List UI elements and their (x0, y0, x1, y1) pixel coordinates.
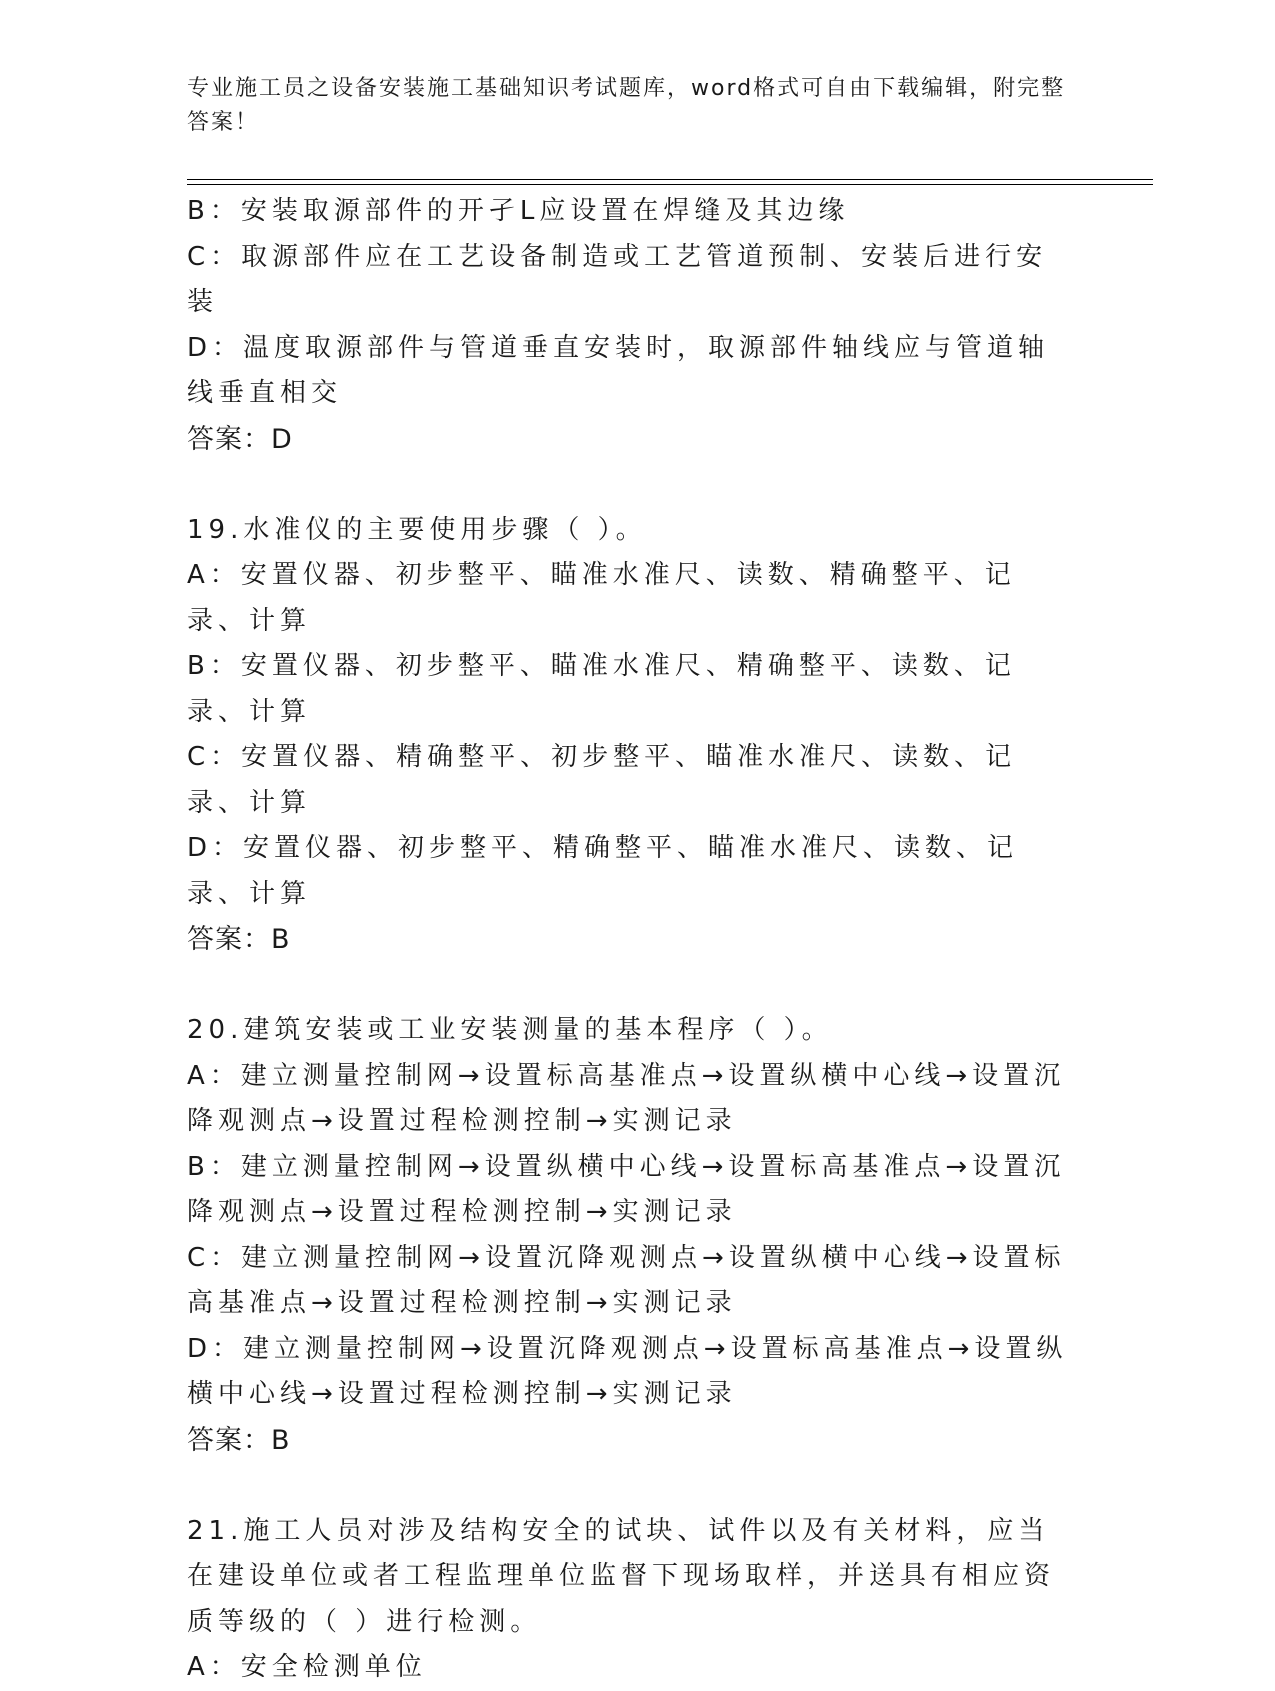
option-a: A：建立测量控制网→设置标高基准点→设置纵横中心线→设置沉降观测点→设置过程检测控制→实测记录 (187, 1060, 1066, 1136)
option-a: A：安全检测单位 (187, 1652, 427, 1682)
answer: 答案：B (187, 1424, 291, 1456)
question-21 (187, 1509, 1077, 1691)
question-text: 21.施工人员对涉及结构安全的试块、试件以及有关材料，应当在建设单位或者工程监理单位监督下现场取样，并送具有相应资质等级的（ ）进行检测。 (187, 1515, 1056, 1637)
option-a: A：安置仪器、初步整平、瞄准水准尺、读数、精确整平、记录、计算 (187, 560, 1016, 636)
option-b: B：安装取源部件的开孑L应设置在焊缝及其边缘 (187, 196, 850, 226)
option-c: C：建立测量控制网→设置沉降观测点→设置纵横中心线→设置标高基准点→设置过程检测控制→实测记录 (187, 1242, 1066, 1318)
header-rule-top (187, 179, 1153, 180)
document-title: 专业施工员之设备安装施工基础知识考试题库，word格式可自由下载编辑，附完整答案！ (187, 76, 1066, 135)
question-19 (187, 508, 1077, 963)
answer: 答案：B (187, 924, 291, 955)
question-20 (187, 1008, 1077, 1463)
question-18 (187, 189, 1077, 462)
spacer (187, 963, 1077, 1009)
spacer (187, 462, 1077, 508)
question-list (187, 189, 1077, 1691)
question-text: 20.建筑安装或工业安装测量的基本程序（ ）。 (187, 1015, 833, 1045)
option-b: B：安置仪器、初步整平、瞄准水准尺、精确整平、读数、记录、计算 (187, 651, 1016, 727)
option-d: D：安置仪器、初步整平、精确整平、瞄准水准尺、读数、记录、计算 (187, 833, 1019, 909)
option-c: C：安置仪器、精确整平、初步整平、瞄准水准尺、读数、记录、计算 (187, 742, 1017, 818)
header-rule-bottom (187, 184, 1153, 185)
option-b: B：建立测量控制网→设置纵横中心线→设置标高基准点→设置沉降观测点→设置过程检测控制→实测记录 (187, 1151, 1066, 1227)
answer: 答案：D (187, 423, 293, 455)
question-text: 19.水准仪的主要使用步骤（ ）。 (187, 514, 647, 545)
option-d: D：建立测量控制网→设置沉降观测点→设置标高基准点→设置纵横中心线→设置过程检测控制→实测记录 (187, 1333, 1068, 1409)
spacer (187, 1463, 1077, 1509)
document-header (187, 72, 1067, 140)
option-d: D：温度取源部件与管道垂直安装时，取源部件轴线应与管道轴线垂直相交 (187, 332, 1050, 408)
option-c: C：取源部件应在工艺设备制造或工艺管道预制、安装后进行安装 (187, 241, 1048, 317)
